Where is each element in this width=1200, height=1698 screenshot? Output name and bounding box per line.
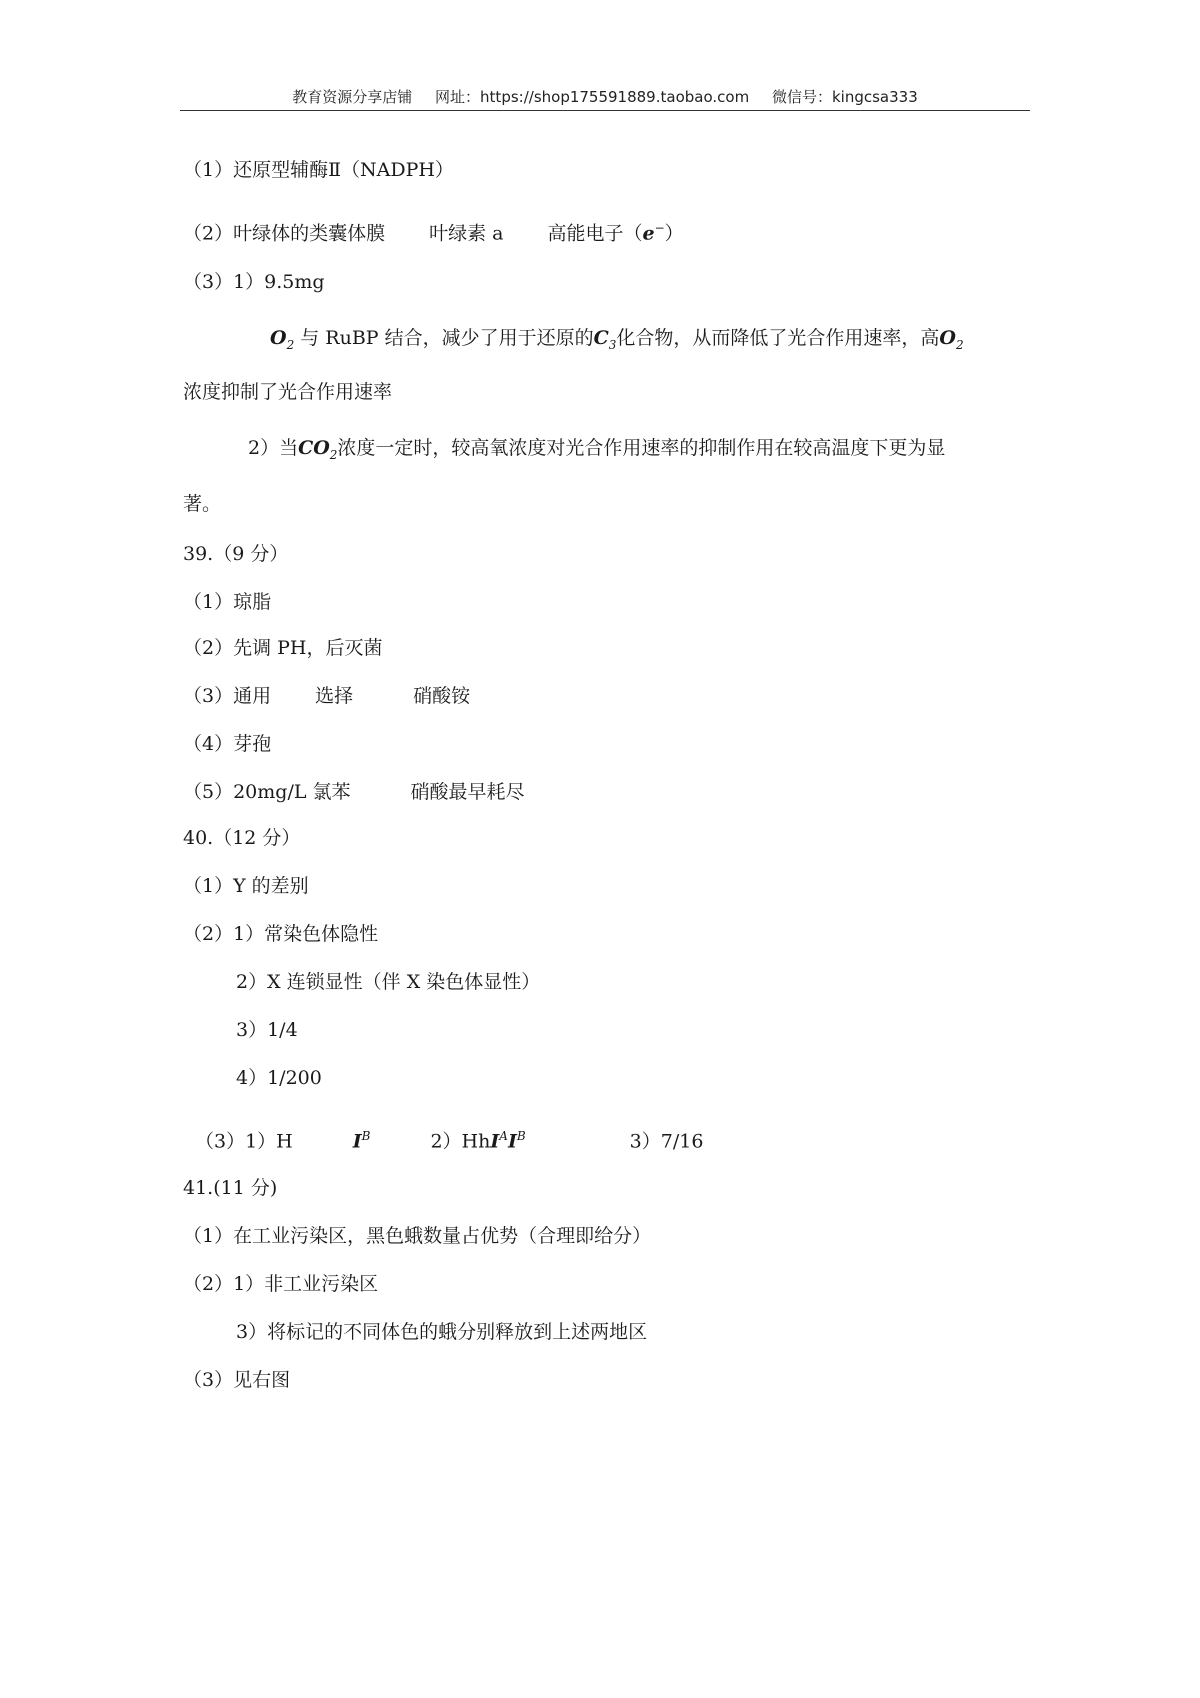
q39-item-4: （4）芽孢 xyxy=(183,733,272,755)
q39-title: 39.（9 分） xyxy=(183,543,289,565)
allele-i-3: I xyxy=(507,1130,517,1153)
q41-item-1: （1）在工业污染区，黑色蛾数量占优势（合理即给分） xyxy=(183,1225,652,1247)
q41-item-2: （2）1）非工业污染区 xyxy=(183,1273,379,1295)
q38-part2 xyxy=(183,216,684,245)
q41-title: 41.(11 分) xyxy=(183,1177,278,1199)
page-header xyxy=(180,86,1030,107)
q38-text-2: 化合物，从而降低了光合作用速率，高 xyxy=(616,327,940,349)
q40-item-2-2: 2）X 连锁显性（伴 X 染色体显性） xyxy=(236,971,541,993)
q40-item-2-4: 4）1/200 xyxy=(236,1067,322,1089)
q38-text-1: 与 RuBP 结合，减少了用于还原的 xyxy=(300,327,594,349)
q40-item-3 xyxy=(195,1124,703,1153)
q38-part2-d: ） xyxy=(664,222,684,245)
q39-i3-b: 选择 xyxy=(315,685,354,707)
electron-symbol: e xyxy=(642,222,655,245)
q40-title: 40.（12 分） xyxy=(183,827,301,849)
q39-item-3 xyxy=(183,684,470,708)
q40-item-2-3: 3）1/4 xyxy=(236,1019,298,1041)
allele-b-sup: B xyxy=(361,1129,371,1143)
q38-p4-b: 浓度一定时，较高氧浓度对光合作用速率的抑制作用在较高温度下更为显 xyxy=(337,437,946,459)
allele-i: I xyxy=(352,1130,362,1153)
q38-part3-2 xyxy=(248,436,945,467)
co2-symbol: CO xyxy=(298,437,330,459)
allele-i-2: I xyxy=(490,1130,500,1153)
q41-item-2-3: 3）将标记的不同体色的蛾分别释放到上述两地区 xyxy=(236,1321,648,1343)
q40-item-2: （2）1）常染色体隐性 xyxy=(183,923,379,945)
header-shop: 教育资源分享店铺 xyxy=(292,88,413,106)
o2-sub-2: 2 xyxy=(955,337,964,352)
electron-charge: − xyxy=(654,221,665,235)
q38-part2-c: 高能电子（ xyxy=(547,222,643,245)
q38-p4-c: 著。 xyxy=(183,493,222,515)
allele-b-sup-2: B xyxy=(516,1129,526,1143)
o2-symbol: O xyxy=(270,327,287,349)
q40-i3-b: 2）Hh xyxy=(430,1130,491,1153)
c3-sub: 3 xyxy=(608,337,617,352)
q39-i5-a: （5）20mg/L 氯苯 xyxy=(183,781,351,803)
q39-item-5 xyxy=(183,780,525,804)
q39-item-1: （1）琼脂 xyxy=(183,591,272,613)
q40-i3-a: （3）1）H xyxy=(195,1130,293,1153)
q38-part2-a: （2）叶绿体的类囊体膜 xyxy=(183,222,386,245)
q38-part3: （3）1）9.5mg xyxy=(183,271,325,293)
q41-item-3: （3）见右图 xyxy=(183,1369,291,1391)
header-rule xyxy=(180,110,1030,111)
co2-sub: 2 xyxy=(329,447,338,462)
q39-i3-c: 硝酸铵 xyxy=(413,685,471,707)
q38-part3-explanation xyxy=(270,326,964,357)
q38-part2-b: 叶绿素 a xyxy=(429,222,504,245)
o2-symbol-2: O xyxy=(939,327,956,349)
q38-p4-a: 2）当 xyxy=(248,437,299,459)
q38-text-3: 浓度抑制了光合作用速率 xyxy=(183,381,393,403)
q40-item-1: （1）Y 的差别 xyxy=(183,875,309,897)
q40-i3-c: 3）7/16 xyxy=(629,1130,704,1153)
q39-item-2: （2）先调 PH，后灭菌 xyxy=(183,637,383,659)
c3-symbol: C xyxy=(593,327,609,349)
allele-a-sup: A xyxy=(499,1129,508,1143)
header-url: 网址：https://shop175591889.taobao.com xyxy=(435,88,750,106)
o2-sub: 2 xyxy=(286,337,295,352)
q39-i5-b: 硝酸最早耗尽 xyxy=(410,781,525,803)
q38-part1: （1）还原型辅酶Ⅱ（NADPH） xyxy=(183,159,454,181)
header-wechat: 微信号：kingcsa333 xyxy=(771,88,918,106)
q39-i3-a: （3）通用 xyxy=(183,685,272,707)
